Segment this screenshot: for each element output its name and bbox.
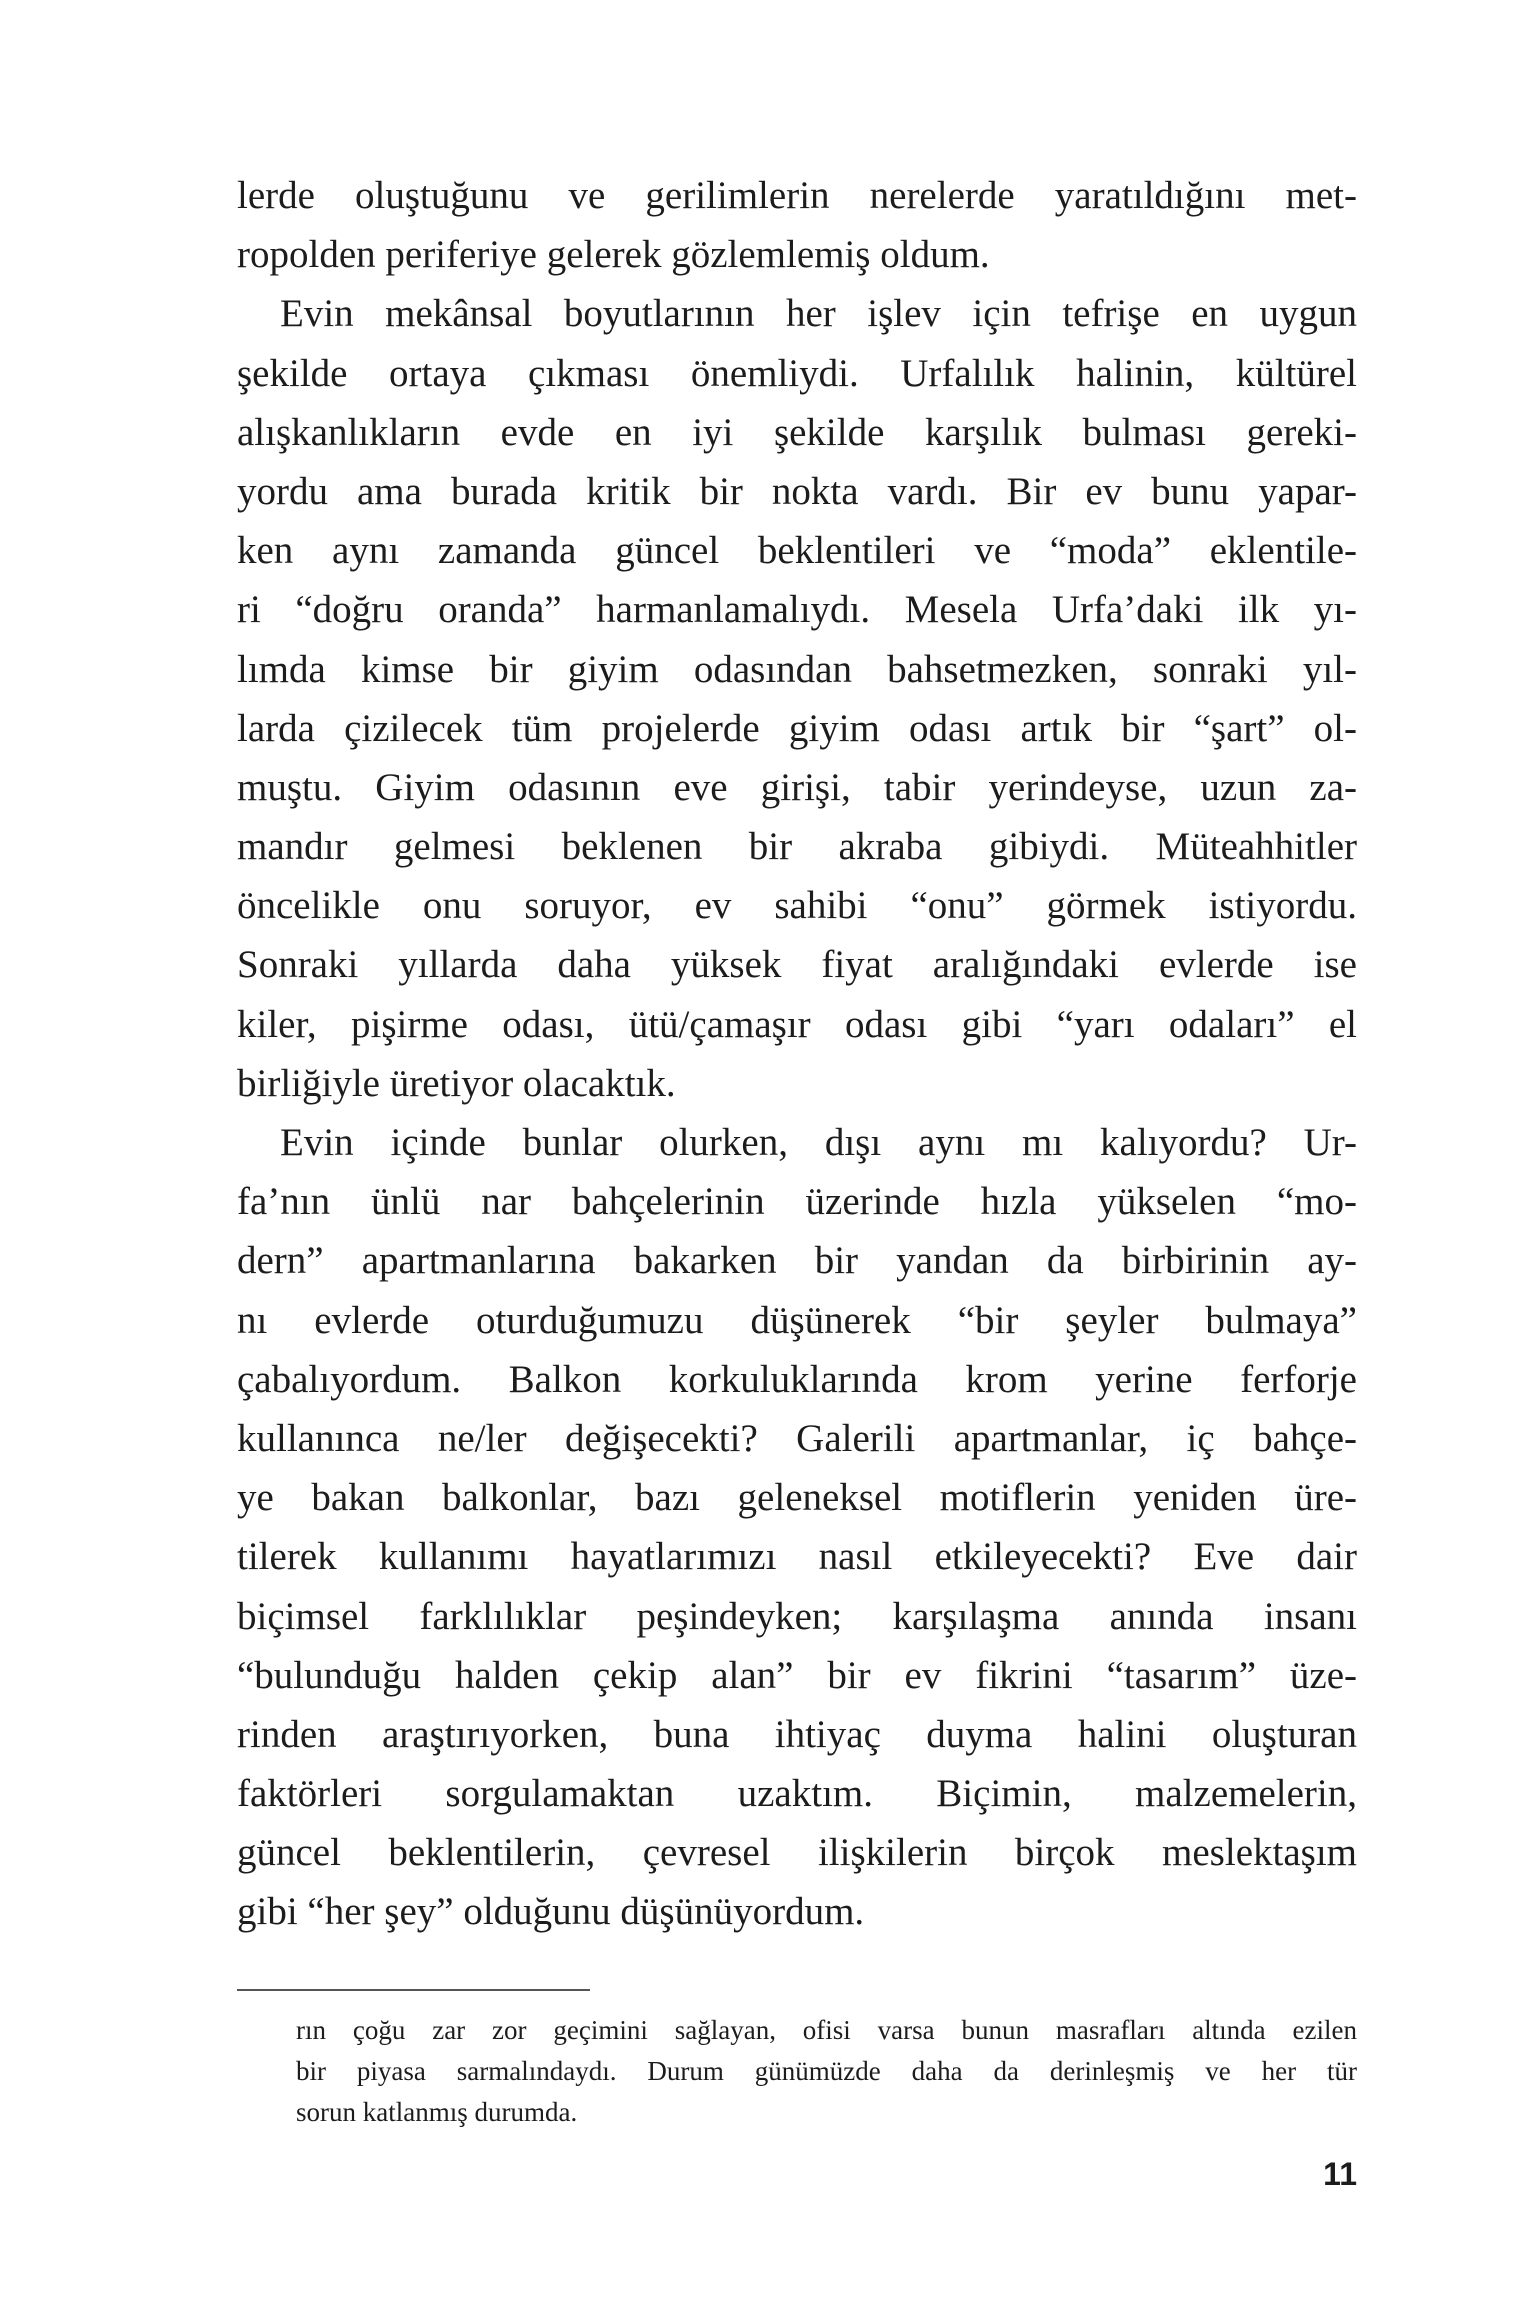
text-line: ri “doğru oranda” harmanlamalıydı. Mesela Urfa’daki ilk yı- bbox=[237, 588, 1357, 632]
text-line: “bulunduğu halden çekip alan” bir ev fikrini “tasarım” üze- bbox=[237, 1653, 1357, 1697]
text-line: lerde oluştuğunu ve gerilimlerin nerelerde yaratıldığını met- bbox=[237, 174, 1357, 217]
text-line: rinden araştırıyorken, buna ihtiyaç duyma halini oluşturan bbox=[237, 1712, 1357, 1756]
page-number: 11 bbox=[1323, 2156, 1357, 2192]
text-line: kiler, pişirme odası, ütü/çamaşır odası gibi “yarı odaları” el bbox=[237, 1002, 1357, 1046]
text-line: gibi “her şey” olduğunu düşünüyordum. bbox=[237, 1890, 865, 1934]
text-line: muştu. Giyim odasının eve girişi, tabir yerindeyse, uzun za- bbox=[237, 765, 1357, 809]
text-line: şekilde ortaya çıkması önemliydi. Urfalılık halinin, kültürel bbox=[237, 351, 1357, 395]
text-line: nı evlerde oturduğumuzu düşünerek “bir şeyler bulmaya” bbox=[237, 1298, 1357, 1342]
text-line: güncel beklentilerin, çevresel ilişkilerin birçok meslektaşım bbox=[237, 1831, 1357, 1875]
text-line: mandır gelmesi beklenen bir akraba gibiydi. Müteahhitler bbox=[237, 825, 1357, 869]
text-line: alışkanlıkların evde en iyi şekilde karşılık bulması gereki- bbox=[237, 410, 1357, 454]
paragraph-first-line: Evin içinde bunlar olurken, dışı aynı mı kalıyordu? Ur- bbox=[280, 1121, 1357, 1164]
footnote bbox=[296, 2010, 1357, 2133]
text-line: ye bakan balkonlar, bazı geleneksel motiflerin yeniden üre- bbox=[237, 1476, 1357, 1520]
text-line: faktörleri sorgulamaktan uzaktım. Biçimin, malzemelerin, bbox=[237, 1772, 1357, 1816]
footnote-line: sorun katlanmış durumda. bbox=[296, 2097, 578, 2127]
text-line: birliğiyle üretiyor olacaktık. bbox=[237, 1061, 676, 1105]
text-line: öncelikle onu soruyor, ev sahibi “onu” görmek istiyordu. bbox=[237, 884, 1357, 928]
text-line: biçimsel farklılıklar peşindeyken; karşılaşma anında insanı bbox=[237, 1594, 1357, 1638]
text-line: dern” apartmanlarına bakarken bir yandan da birbirinin ay- bbox=[237, 1239, 1357, 1283]
footnote-line: rın çoğu zar zor geçimini sağlayan, ofisi varsa bunun masrafları altında ezilen bbox=[296, 2015, 1357, 2045]
text-line: ken aynı zamanda güncel beklentileri ve “moda” eklentile- bbox=[237, 529, 1357, 573]
body-text bbox=[237, 166, 1357, 1942]
text-line: Sonraki yıllarda daha yüksek fiyat aralığındaki evlerde ise bbox=[237, 943, 1357, 987]
text-line: ropolden periferiye gelerek gözlemlemiş oldum. bbox=[237, 233, 990, 277]
text-line: kullanınca ne/ler değişecekti? Galerili apartmanlar, iç bahçe- bbox=[237, 1416, 1357, 1460]
paragraph-first-line: Evin mekânsal boyutlarının her işlev için tefrişe en uygun bbox=[280, 292, 1357, 336]
text-line: çabalıyordum. Balkon korkuluklarında krom yerine ferforje bbox=[237, 1357, 1357, 1401]
text-line: lımda kimse bir giyim odasından bahsetmezken, sonraki yıl- bbox=[237, 647, 1357, 691]
text-line: yordu ama burada kritik bir nokta vardı. Bir ev bunu yapar- bbox=[237, 469, 1357, 513]
footnote-line: bir piyasa sarmalındaydı. Durum günümüzde daha da derinleşmiş ve her tür bbox=[296, 2056, 1357, 2086]
text-line: larda çizilecek tüm projelerde giyim odası artık bir “şart” ol- bbox=[237, 706, 1357, 750]
text-line: fa’nın ünlü nar bahçelerinin üzerinde hızla yükselen “mo- bbox=[237, 1180, 1357, 1224]
text-line: tilerek kullanımı hayatlarımızı nasıl etkileyecekti? Eve dair bbox=[237, 1535, 1357, 1579]
footnote-separator bbox=[237, 1989, 590, 1991]
